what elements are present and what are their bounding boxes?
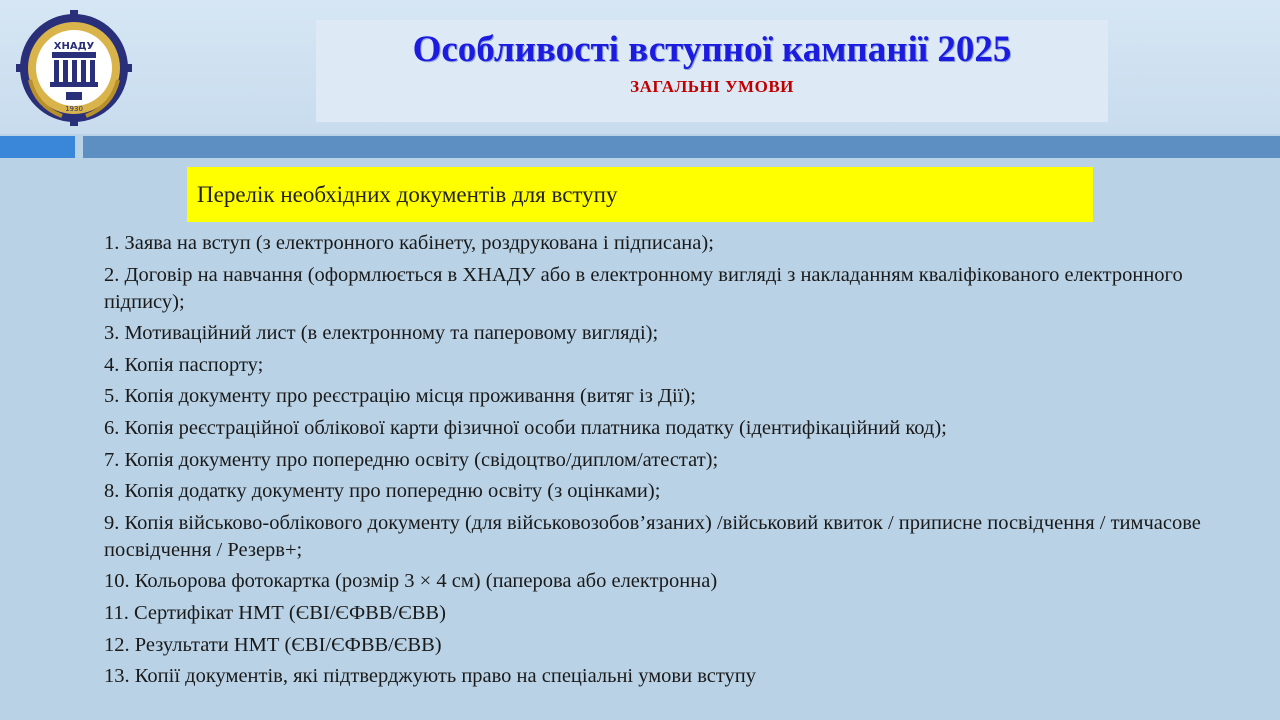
documents-list: [104, 230, 1204, 695]
accent-bar-left: [0, 136, 75, 158]
accent-bar-right: [83, 136, 1280, 158]
title-box: [316, 20, 1108, 122]
section-heading: Перелік необхідних документів для вступу: [197, 181, 618, 207]
page-subtitle: ЗАГАЛЬНІ УМОВИ: [630, 77, 794, 96]
list-item: 12. Результати НМТ (ЄВІ/ЄФВВ/ЄВВ): [104, 633, 442, 656]
page-title: Особливості вступної кампанії 2025: [412, 29, 1012, 70]
list-item: 3. Мотиваційний лист (в електронному та паперовому вигляді);: [104, 322, 659, 345]
list-item: 11. Сертифікат НМТ (ЄВІ/ЄФВВ/ЄВВ): [104, 601, 446, 624]
list-item: 9. Копія військово-облікового документу (для військовозобов’язаних) /військовий квиток / приписне посвідчення / тимчасове посвідчення / Резерв+;: [104, 511, 1201, 561]
list-item: 2. Договір на навчання (оформлюється в ХНАДУ або в електронному вигляді з накладанням кваліфікованого електронного підпису);: [104, 263, 1183, 313]
list-item: 6. Копія реєстраційної облікової карти фізичної особи платника податку (ідентифікаційний код);: [104, 416, 947, 439]
university-logo: [16, 10, 132, 126]
section-heading-box: [187, 167, 1093, 222]
list-item: 7. Копія документу про попередню освіту (свідоцтво/диплом/атестат);: [104, 448, 719, 471]
list-item: 1. Заява на вступ (з електронного кабінету, роздрукована і підписана);: [104, 232, 714, 254]
logo-year: 1930: [65, 105, 83, 113]
list-item: 4. Копія паспорту;: [104, 353, 264, 376]
list-item: 13. Копії документів, які підтверджують право на спеціальні умови вступу: [104, 665, 757, 688]
list-item: 10. Кольорова фотокартка (розмір 3 × 4 см) (паперова або електронна): [104, 570, 718, 593]
list-item: 5. Копія документу про реєстрацію місця проживання (витяг із Дії);: [104, 385, 696, 408]
list-item: 8. Копія додатку документу про попередню освіту (з оцінками);: [104, 480, 661, 503]
logo-text: ХНАДУ: [53, 41, 95, 52]
